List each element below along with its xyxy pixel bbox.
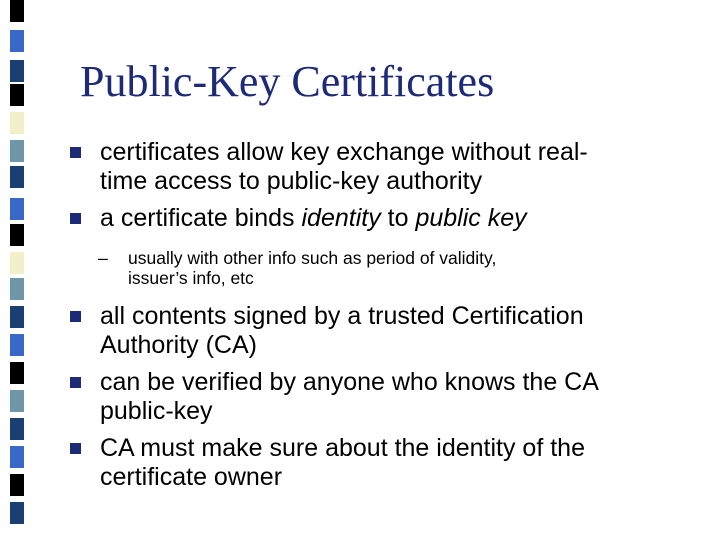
bullet-line: Authority (CA) xyxy=(100,331,257,359)
square-bullet-icon xyxy=(70,311,81,322)
bullet-item xyxy=(70,368,710,426)
bullet-line xyxy=(100,204,710,233)
bullet-line: certificate owner xyxy=(100,463,283,491)
bullet-line: time access to public-key authority xyxy=(100,167,483,195)
stripe-block xyxy=(10,334,24,356)
bullet-text-italic: identity xyxy=(301,204,381,232)
bullet-text: a certificate binds xyxy=(100,204,302,232)
stripe-block xyxy=(10,224,24,246)
bullet-item xyxy=(70,302,710,360)
stripe-block xyxy=(10,0,24,22)
dash-bullet: – xyxy=(98,248,108,268)
bullet-line: can be verified by anyone who knows the CA xyxy=(100,368,599,396)
bullet-text: to xyxy=(380,204,416,232)
stripe-block xyxy=(10,278,24,300)
stripe-block xyxy=(10,60,24,82)
stripe-block xyxy=(10,166,24,188)
stripe-block xyxy=(10,252,24,274)
decorative-side-stripe xyxy=(0,0,24,540)
square-bullet-icon xyxy=(70,147,81,158)
stripe-block xyxy=(10,474,24,496)
stripe-block xyxy=(10,198,24,220)
stripe-block xyxy=(10,446,24,468)
square-bullet-icon xyxy=(70,377,81,388)
stripe-block xyxy=(10,112,24,134)
bullet-item xyxy=(70,204,710,233)
square-bullet-icon xyxy=(70,213,81,224)
bullet-line: certificates allow key exchange without real- xyxy=(100,138,588,166)
bullet-line: public-key xyxy=(100,397,213,425)
sub-bullet-line: issuer’s info, etc xyxy=(128,268,254,288)
bullet-list xyxy=(70,138,710,492)
bullet-text-italic: public key xyxy=(415,204,527,232)
stripe-block xyxy=(10,140,24,162)
stripe-block xyxy=(10,390,24,412)
stripe-block xyxy=(10,84,24,106)
sub-bullet-line: usually with other info such as period of validity, xyxy=(128,248,497,268)
stripe-block xyxy=(10,418,24,440)
bullet-item xyxy=(70,138,710,196)
stripe-block xyxy=(10,306,24,328)
sub-bullet-item xyxy=(70,248,710,288)
square-bullet-icon xyxy=(70,443,81,454)
slide-title: Public-Key Certificates xyxy=(80,57,495,106)
bullet-line: CA must make sure about the identity of the xyxy=(100,434,585,462)
bullet-item xyxy=(70,434,710,492)
bullet-line: all contents signed by a trusted Certification xyxy=(100,302,584,330)
stripe-block xyxy=(10,502,24,524)
stripe-block xyxy=(10,30,24,52)
stripe-block xyxy=(10,362,24,384)
